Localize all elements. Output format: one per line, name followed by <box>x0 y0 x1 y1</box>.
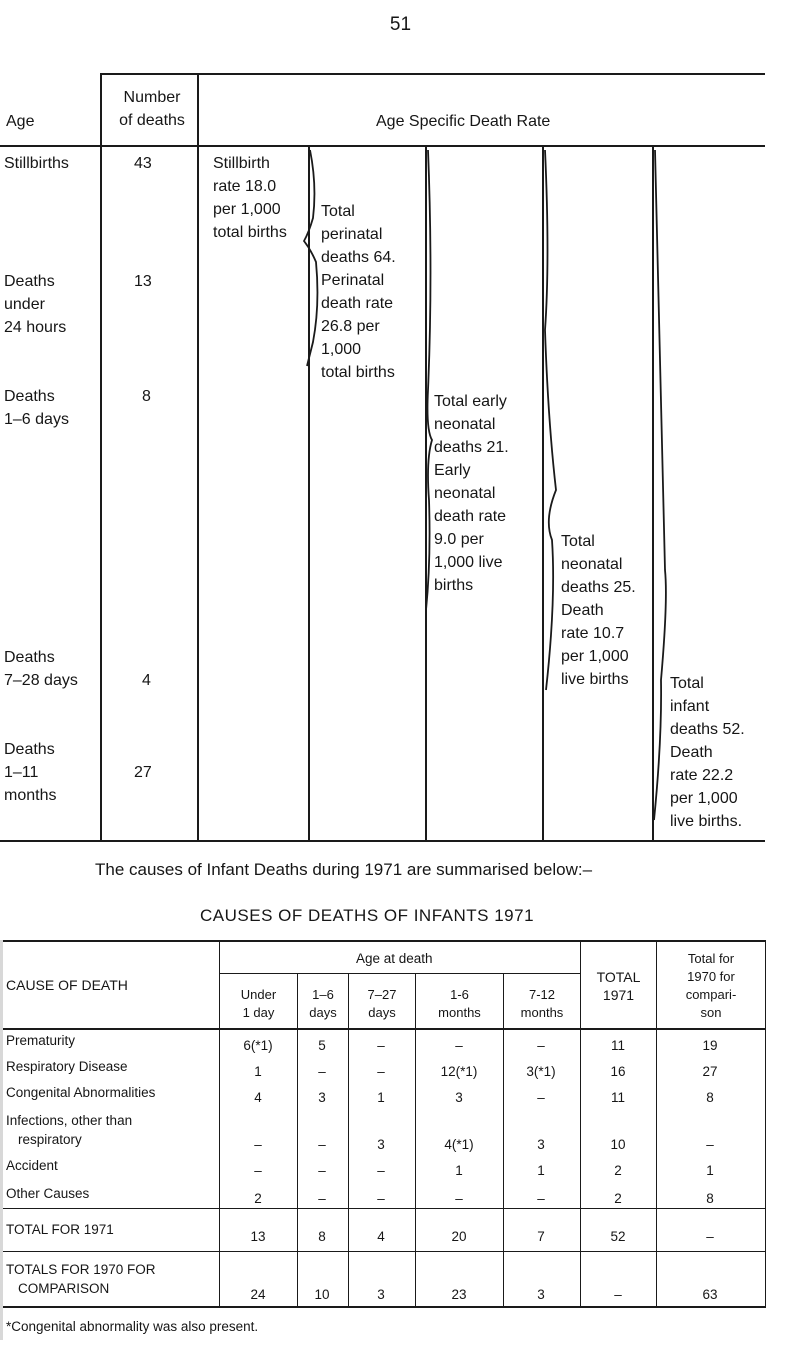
table-cell: – <box>254 1163 262 1178</box>
table-rule <box>0 1306 766 1308</box>
table-cell: 8 <box>706 1090 714 1105</box>
table-cell: 52 <box>610 1229 626 1244</box>
table-cell: – <box>318 1064 326 1079</box>
scan-edge <box>0 940 3 1340</box>
table-cell: – <box>377 1064 385 1079</box>
header-age: Age <box>6 113 35 130</box>
death-count: 13 <box>134 273 152 290</box>
table-cell: 23 <box>451 1287 467 1302</box>
table-cell: – <box>318 1191 326 1206</box>
header-total-1971: TOTAL 1971 <box>596 969 641 1003</box>
table-cell: 63 <box>702 1287 718 1302</box>
age-label: Deaths 1–6 days <box>4 388 69 428</box>
death-count: 43 <box>134 155 152 172</box>
cause-label: TOTAL FOR 1971 <box>6 1222 114 1237</box>
table-cell: 1 <box>706 1163 714 1178</box>
table-rule <box>0 1208 766 1209</box>
header-7-12-months: 7-12 months <box>520 987 564 1020</box>
table-cell: 3 <box>377 1137 385 1152</box>
stillbirth-rate-note: Stillbirth rate 18.0 per 1,000 total births <box>213 155 287 241</box>
table-cell: – <box>706 1137 714 1152</box>
table-cell: 11 <box>610 1090 625 1105</box>
table-rule <box>0 1028 766 1030</box>
table-cell: 5 <box>318 1038 326 1053</box>
table-cell: 2 <box>254 1191 262 1206</box>
table-cell: 3(*1) <box>526 1064 556 1079</box>
infant-rate-note: Total infant deaths 52. Death rate 22.2 per 1,000 live births. <box>670 675 745 830</box>
causes-table-title: CAUSES OF DEATHS OF INFANTS 1971 <box>200 906 535 925</box>
cause-label: respiratory <box>18 1132 82 1147</box>
death-count: 8 <box>142 388 151 405</box>
cause-label: Other Causes <box>6 1186 90 1201</box>
table-cell: – <box>318 1137 326 1152</box>
page-number: 51 <box>389 14 412 35</box>
cause-label: Infections, other than <box>6 1113 133 1128</box>
table-cell: 3 <box>455 1090 463 1105</box>
perinatal-bracket <box>304 150 317 366</box>
header-rate: Age Specific Death Rate <box>376 113 551 130</box>
table-cell: – <box>537 1090 545 1105</box>
table-cell: 8 <box>706 1191 714 1206</box>
table-cell: – <box>377 1163 385 1178</box>
table-cell: 1 <box>537 1163 545 1178</box>
table-cell: 16 <box>610 1064 626 1079</box>
table-cell: 7 <box>537 1229 545 1244</box>
table-cell: – <box>377 1191 385 1206</box>
table-cell: – <box>537 1191 545 1206</box>
neonatal-rate-note: Total neonatal deaths 25. Death rate 10.7 per 1,000 live births <box>561 533 636 688</box>
table-cell: 20 <box>451 1229 467 1244</box>
table-cell: 12(*1) <box>440 1064 478 1079</box>
table-cell: – <box>318 1163 326 1178</box>
table-rule <box>0 1251 766 1252</box>
cause-label: COMPARISON <box>18 1281 110 1296</box>
table-cell: – <box>377 1038 385 1053</box>
table-cell: 11 <box>610 1038 625 1053</box>
header-cause: CAUSE OF DEATH <box>6 977 128 993</box>
header-7-27-days: 7–27 days <box>367 987 397 1020</box>
table-cell: 27 <box>702 1064 718 1079</box>
table-cell: 2 <box>614 1163 622 1178</box>
table-cell: 6(*1) <box>243 1038 273 1053</box>
cause-label: Accident <box>6 1158 58 1173</box>
header-1-6-months: 1-6 months <box>438 987 481 1020</box>
table-cell: – <box>455 1038 463 1053</box>
cause-label: Congenital Abnormalities <box>6 1085 156 1100</box>
col-rule <box>415 973 416 1308</box>
early-neonatal-rate-note: Total early neonatal deaths 21. Early neonatal death rate 9.0 per 1,000 live births <box>434 393 509 594</box>
table-cell: – <box>537 1038 545 1053</box>
table-cell: 19 <box>702 1038 718 1053</box>
header-under-1-day: Under 1 day <box>240 987 277 1020</box>
table-cell: 4 <box>254 1090 262 1105</box>
age-label: Deaths under 24 hours <box>4 273 67 336</box>
table-cell: – <box>706 1229 714 1244</box>
table-cell: 3 <box>377 1287 385 1302</box>
table-cell: 1 <box>455 1163 463 1178</box>
table-cell: 1 <box>377 1090 385 1105</box>
table-cell: 8 <box>318 1229 326 1244</box>
table-cell: 13 <box>250 1229 266 1244</box>
table-cell: 3 <box>318 1090 326 1105</box>
table-cell: 24 <box>250 1287 266 1302</box>
cause-label: Respiratory Disease <box>6 1059 128 1074</box>
cause-label: Prematurity <box>6 1033 76 1048</box>
infant-bracket <box>654 150 666 820</box>
table-cell: 3 <box>537 1287 545 1302</box>
death-count: 27 <box>134 764 152 781</box>
header-number: Number of deaths <box>119 89 185 129</box>
table-rule <box>220 973 580 974</box>
header-age-at-death: Age at death <box>356 951 433 966</box>
early-neonatal-bracket <box>426 150 432 610</box>
summary-text: The causes of Infant Deaths during 1971 are summarised below:– <box>95 860 593 879</box>
table-cell: 3 <box>537 1137 545 1152</box>
age-label: Deaths 7–28 days <box>4 649 78 689</box>
table-rule <box>0 940 766 942</box>
table-cell: – <box>254 1137 262 1152</box>
table-cell: 4(*1) <box>444 1137 474 1152</box>
header-total-1970: Total for 1970 for compari- son <box>685 951 737 1020</box>
table-cell: 4 <box>377 1229 385 1244</box>
header-1-6-days: 1–6 days <box>309 987 337 1020</box>
age-label: Deaths 1–11 months <box>4 741 57 804</box>
table-cell: 10 <box>314 1287 330 1302</box>
col-rule <box>503 973 504 1308</box>
perinatal-rate-note: Total perinatal deaths 64. Perinatal death rate 26.8 per 1,000 total births <box>321 203 396 381</box>
table-cell: – <box>455 1191 463 1206</box>
cause-label: TOTALS FOR 1970 FOR <box>6 1262 156 1277</box>
age-label: Stillbirths <box>4 155 69 172</box>
death-count: 4 <box>142 672 151 689</box>
table-cell: 1 <box>254 1064 262 1079</box>
col-rule <box>765 940 766 1308</box>
table-cell: 10 <box>610 1137 626 1152</box>
neonatal-bracket <box>545 150 556 690</box>
table-cell: 2 <box>614 1191 622 1206</box>
table-cell: – <box>614 1287 622 1302</box>
footnote: *Congenital abnormality was also present. <box>6 1319 259 1334</box>
